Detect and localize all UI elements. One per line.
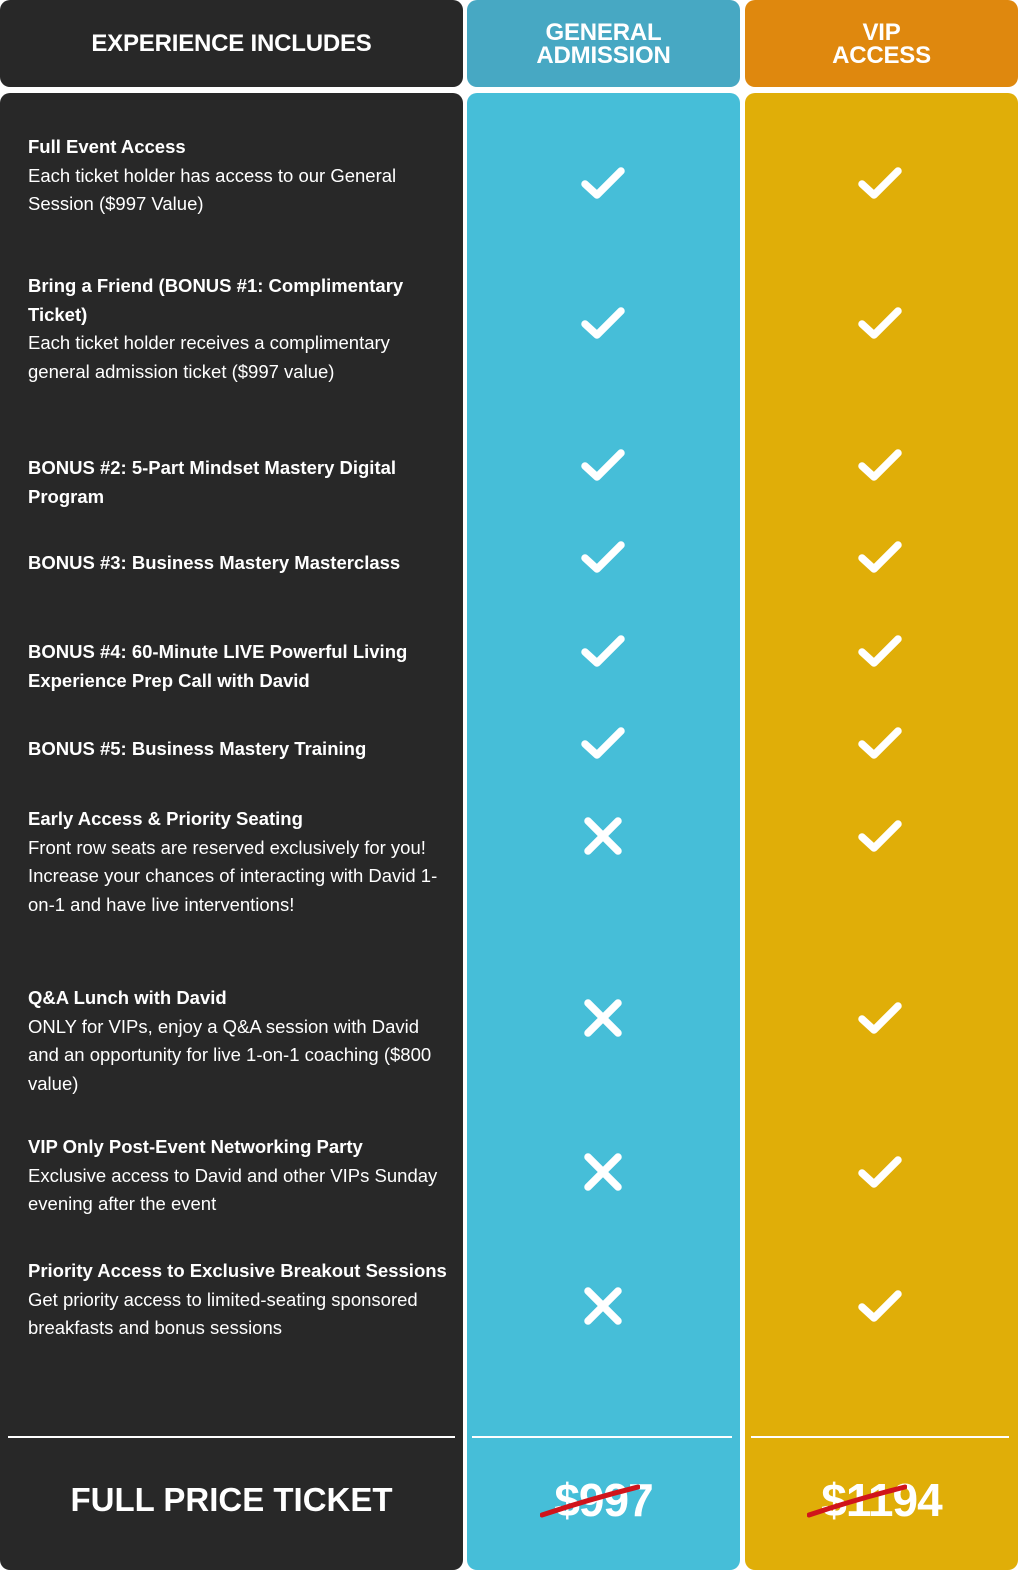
- header-vip-line1: VIP: [862, 18, 901, 46]
- feature-row: [28, 805, 448, 919]
- check-icon: [857, 995, 903, 1041]
- cross-icon: [580, 1283, 626, 1329]
- check-icon: [857, 160, 903, 206]
- feature-description: Exclusive access to David and other VIPs Sunday evening after the event: [28, 1164, 438, 1214]
- check-icon: [580, 628, 626, 674]
- feature-title: Early Access & Priority Seating: [28, 808, 303, 829]
- feature-row: [28, 454, 448, 511]
- feature-title: Q&A Lunch with David: [28, 987, 227, 1008]
- feature-description: Each ticket holder has access to our General Session ($997 Value): [28, 164, 397, 214]
- check-icon: [580, 442, 626, 488]
- feature-description: Each ticket holder receives a complimentary general admission ticket ($997 value): [28, 332, 390, 382]
- feature-row: [28, 638, 448, 695]
- feature-title: Full Event Access: [28, 136, 186, 157]
- general-price: [467, 1470, 740, 1530]
- header-general-line1: GENERAL: [545, 18, 662, 46]
- feature-row: [28, 735, 448, 764]
- feature-row: [28, 133, 448, 219]
- check-icon: [580, 534, 626, 580]
- check-icon: [580, 300, 626, 346]
- header-general-line2: ADMISSION: [536, 41, 671, 69]
- check-icon: [857, 813, 903, 859]
- feature-title: BONUS #5: Business Mastery Training: [28, 738, 367, 759]
- feature-title: VIP Only Post-Event Networking Party: [28, 1136, 363, 1157]
- check-icon: [580, 160, 626, 206]
- divider: [472, 1436, 732, 1438]
- check-icon: [580, 720, 626, 766]
- check-icon: [857, 300, 903, 346]
- cross-icon: [580, 995, 626, 1041]
- general-price-value: $997: [554, 1474, 653, 1526]
- feature-description: Front row seats are reserved exclusively for you! Increase your chances of interacting with David 1-on-1 and have live interventions!: [28, 836, 438, 915]
- cross-icon: [580, 813, 626, 859]
- feature-title: BONUS #2: 5-Part Mindset Mastery Digital Program: [28, 457, 397, 507]
- header-experience-includes-label: EXPERIENCE INCLUDES: [91, 29, 372, 57]
- feature-description: ONLY for VIPs, enjoy a Q&A session with David and an opportunity for live 1-on-1 coaching ($800 value): [28, 1015, 432, 1094]
- feature-row: [28, 1133, 448, 1219]
- header-vip-access: [745, 0, 1018, 87]
- feature-title: BONUS #4: 60-Minute LIVE Powerful Living Experience Prep Call with David: [28, 641, 408, 691]
- feature-title: BONUS #3: Business Mastery Masterclass: [28, 552, 401, 573]
- divider: [8, 1436, 455, 1438]
- feature-title: Priority Access to Exclusive Breakout Sessions: [28, 1260, 447, 1281]
- check-icon: [857, 534, 903, 580]
- vip-price-value: $1194: [821, 1474, 942, 1526]
- check-icon: [857, 628, 903, 674]
- divider: [751, 1436, 1009, 1438]
- feature-row: [28, 549, 448, 578]
- feature-description: Get priority access to limited-seating sponsored breakfasts and bonus sessions: [28, 1288, 418, 1338]
- cross-icon: [580, 1149, 626, 1195]
- feature-row: [28, 272, 448, 386]
- full-price-ticket-label: FULL PRICE TICKET: [70, 1481, 393, 1518]
- header-vip-line2: ACCESS: [832, 41, 931, 69]
- feature-row: [28, 984, 448, 1098]
- check-icon: [857, 442, 903, 488]
- feature-row: [28, 1257, 448, 1343]
- check-icon: [857, 720, 903, 766]
- header-experience-includes: [0, 0, 463, 87]
- check-icon: [857, 1283, 903, 1329]
- feature-title: Bring a Friend (BONUS #1: Complimentary Ticket): [28, 275, 404, 325]
- header-general-admission: [467, 0, 740, 87]
- check-icon: [857, 1149, 903, 1195]
- vip-price: [745, 1470, 1018, 1530]
